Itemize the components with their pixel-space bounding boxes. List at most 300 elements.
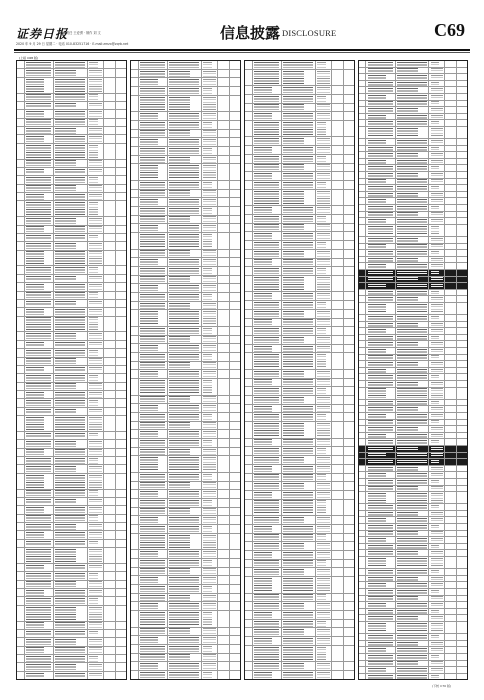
- table-cell: [116, 168, 126, 175]
- table-cell: [316, 568, 332, 576]
- table-cell: [88, 61, 104, 68]
- table-cell: [445, 459, 457, 465]
- table-cell: [168, 181, 202, 189]
- table-cell: [396, 290, 429, 296]
- table-cell: [139, 353, 168, 361]
- table-cell: [282, 568, 316, 576]
- table-row: [131, 422, 240, 431]
- table-cell: [116, 226, 126, 233]
- table-cell: [396, 674, 429, 680]
- table-column-4: [358, 60, 468, 680]
- table-cell: [282, 215, 316, 223]
- table-cell: [25, 317, 54, 332]
- table-cell: [104, 630, 116, 637]
- table-cell: [332, 353, 344, 368]
- table-cell: [116, 399, 126, 406]
- cell-text: [283, 543, 304, 549]
- cell-text: [26, 218, 51, 224]
- table-cell: [429, 244, 445, 250]
- cell-text: [89, 647, 101, 653]
- table-cell: [88, 597, 104, 604]
- table-cell: [316, 301, 332, 309]
- cell-text: [26, 607, 51, 620]
- table-cell: [344, 95, 354, 103]
- table-cell: [168, 662, 202, 670]
- table-cell: [396, 225, 429, 236]
- cell-text: [431, 226, 440, 236]
- table-cell: [245, 86, 253, 94]
- table-cell: [202, 87, 218, 95]
- table-cell: [366, 413, 395, 419]
- table-cell: [332, 241, 344, 249]
- cell-text: [317, 122, 326, 136]
- cell-text: [368, 147, 393, 151]
- table-cell: [54, 432, 88, 439]
- table-cell: [104, 193, 116, 200]
- cell-text: [203, 663, 215, 669]
- table-cell: [168, 413, 202, 421]
- cell-text: [89, 622, 101, 628]
- table-cell: [366, 537, 395, 543]
- table-cell: [396, 388, 429, 399]
- cell-text: [317, 414, 326, 420]
- table-cell: [230, 70, 240, 78]
- cell-text: [317, 439, 329, 445]
- table-cell: [457, 615, 467, 621]
- cell-text: [368, 160, 386, 164]
- cell-text: [317, 526, 329, 532]
- cell-text: [203, 474, 212, 480]
- cell-text: [169, 612, 199, 626]
- cell-text: [26, 507, 44, 513]
- table-cell: [332, 215, 344, 223]
- table-cell: [429, 172, 445, 178]
- table-cell: [25, 622, 54, 629]
- table-row: [245, 379, 354, 388]
- cell-text: [317, 251, 329, 257]
- table-cell: [457, 609, 467, 615]
- cell-text: [26, 590, 44, 596]
- cell-text: [203, 79, 215, 85]
- table-cell: [202, 216, 218, 224]
- table-cell: [88, 341, 104, 348]
- cell-text: [169, 491, 199, 497]
- section-title: 信息披露: [220, 24, 281, 42]
- table-cell: [282, 542, 316, 550]
- table-cell: [218, 379, 230, 394]
- cell-text: [89, 607, 101, 620]
- table-cell: [344, 577, 354, 592]
- table-cell: [445, 179, 457, 185]
- table-row: [245, 594, 354, 603]
- cell-text: [431, 160, 443, 164]
- cell-text: [26, 433, 51, 439]
- table-row: [17, 110, 126, 118]
- table-cell: [218, 508, 230, 516]
- table-cell: [253, 301, 282, 309]
- table-cell: [359, 244, 366, 250]
- cell-text: [89, 70, 101, 76]
- table-cell: [168, 258, 202, 266]
- table-cell: [359, 218, 366, 224]
- table-cell: [131, 258, 139, 266]
- table-cell: [245, 474, 253, 482]
- table-cell: [88, 391, 104, 398]
- cell-text: [254, 328, 279, 334]
- table-cell: [316, 112, 332, 120]
- cell-text: [254, 543, 279, 549]
- table-cell: [218, 473, 230, 481]
- cell-text: [169, 190, 190, 196]
- table-cell: [245, 439, 253, 447]
- cell-text: [431, 186, 440, 190]
- table-cell: [54, 606, 88, 621]
- table-row: [245, 370, 354, 379]
- table-row: [17, 251, 126, 267]
- cell-text: [397, 473, 426, 477]
- table-cell: [359, 674, 366, 680]
- table-row: [17, 523, 126, 531]
- cell-text: [140, 165, 158, 179]
- table-cell: [25, 638, 54, 645]
- cell-text: [26, 276, 51, 282]
- table-cell: [366, 492, 395, 503]
- table-cell: [88, 572, 104, 579]
- table-cell: [88, 440, 104, 447]
- table-cell: [230, 250, 240, 258]
- table-cell: [25, 332, 54, 339]
- edition-note: 责任 王爱勇 · 制作 刘 文: [66, 31, 101, 35]
- cell-text: [397, 128, 418, 138]
- cell-text: [254, 173, 272, 179]
- cell-text: [431, 525, 440, 529]
- table-cell: [253, 405, 282, 413]
- cell-text: [254, 138, 279, 144]
- table-cell: [168, 602, 202, 610]
- table-cell: [316, 500, 332, 515]
- cell-text: [283, 500, 313, 514]
- cell-text: [431, 538, 443, 542]
- cell-text: [368, 369, 386, 373]
- table-cell: [359, 172, 366, 178]
- table-cell: [332, 155, 344, 163]
- table-row: [17, 399, 126, 407]
- disclosure-table-area: [16, 60, 468, 680]
- table-cell: [17, 515, 25, 522]
- cell-text: [140, 449, 165, 455]
- table-cell: [230, 267, 240, 275]
- cell-text: [203, 482, 215, 488]
- table-cell: [366, 453, 395, 459]
- table-cell: [104, 374, 116, 381]
- table-cell: [253, 662, 282, 670]
- table-cell: [131, 422, 139, 430]
- cell-text: [431, 316, 440, 320]
- cell-text: [397, 115, 426, 119]
- cell-text: [283, 663, 304, 669]
- table-row: [245, 267, 354, 276]
- table-cell: [17, 630, 25, 637]
- table-cell: [316, 319, 332, 327]
- table-cell: [457, 277, 467, 283]
- cell-text: [89, 160, 101, 166]
- table-cell: [445, 87, 457, 93]
- table-cell: [230, 233, 240, 248]
- table-cell: [253, 353, 282, 368]
- table-cell: [445, 400, 457, 406]
- table-cell: [230, 379, 240, 394]
- table-cell: [131, 379, 139, 394]
- table-cell: [139, 508, 168, 516]
- cell-text: [89, 673, 101, 679]
- cell-text: [254, 62, 279, 68]
- table-cell: [457, 205, 467, 211]
- table-cell: [88, 589, 104, 596]
- table-cell: [332, 95, 344, 103]
- table-cell: [139, 327, 168, 335]
- table-cell: [245, 327, 253, 335]
- cell-text: [283, 319, 313, 325]
- table-cell: [429, 341, 445, 347]
- table-cell: [168, 645, 202, 653]
- cell-text: [368, 108, 393, 112]
- table-cell: [230, 370, 240, 378]
- table-cell: [445, 237, 457, 243]
- table-cell: [366, 212, 395, 218]
- table-cell: [88, 638, 104, 645]
- table-cell: [168, 430, 202, 438]
- table-cell: [17, 622, 25, 629]
- table-cell: [54, 119, 88, 126]
- table-cell: [104, 358, 116, 365]
- table-cell: [230, 156, 240, 164]
- cell-text: [368, 128, 393, 138]
- cell-text: [169, 577, 199, 583]
- table-cell: [316, 327, 332, 335]
- cell-text: [397, 160, 426, 164]
- table-row: [359, 152, 467, 159]
- table-cell: [282, 155, 316, 163]
- cell-text: [317, 164, 329, 170]
- table-cell: [218, 499, 230, 507]
- cell-text: [368, 603, 386, 607]
- table-cell: [168, 190, 202, 198]
- table-cell: [429, 654, 445, 660]
- cell-text: [254, 492, 272, 498]
- table-row: [359, 198, 467, 205]
- cell-text: [397, 349, 426, 353]
- table-cell: [445, 576, 457, 582]
- cell-text: [55, 309, 85, 315]
- cell-text: [89, 333, 101, 339]
- table-cell: [396, 486, 429, 492]
- table-cell: [104, 119, 116, 126]
- table-row: [131, 70, 240, 79]
- table-cell: [396, 120, 429, 126]
- table-cell: [316, 594, 332, 602]
- table-cell: [54, 374, 88, 381]
- table-cell: [139, 207, 168, 215]
- table-cell: [359, 388, 366, 399]
- table-cell: [457, 127, 467, 138]
- table-cell: [17, 490, 25, 497]
- table-cell: [54, 383, 88, 390]
- table-cell: [25, 457, 54, 464]
- table-cell: [396, 192, 429, 198]
- table-cell: [168, 628, 202, 636]
- cell-text: [317, 216, 326, 222]
- cell-text: [140, 148, 165, 154]
- cell-text: [368, 623, 386, 633]
- table-cell: [396, 348, 429, 354]
- cell-text: [431, 323, 443, 327]
- table-cell: [445, 127, 457, 138]
- table-cell: [445, 212, 457, 218]
- cell-text: [317, 328, 326, 334]
- table-cell: [457, 400, 467, 406]
- table-cell: [429, 674, 445, 680]
- table-cell: [17, 606, 25, 621]
- cell-text: [317, 337, 329, 343]
- table-cell: [25, 242, 54, 249]
- table-row: [131, 207, 240, 216]
- table-cell: [316, 671, 332, 679]
- table-cell: [366, 641, 395, 647]
- table-cell: [253, 646, 282, 661]
- table-row: [359, 322, 467, 329]
- table-cell: [202, 284, 218, 292]
- table-cell: [396, 296, 429, 302]
- table-cell: [54, 300, 88, 307]
- table-cell: [445, 303, 457, 314]
- table-cell: [245, 542, 253, 550]
- table-cell: [218, 550, 230, 558]
- table-cell: [445, 466, 457, 472]
- table-cell: [131, 654, 139, 662]
- cell-text: [283, 423, 304, 437]
- table-cell: [316, 104, 332, 112]
- table-cell: [25, 217, 54, 224]
- cell-text: [203, 148, 212, 154]
- cell-text: [368, 558, 386, 568]
- table-cell: [168, 559, 202, 567]
- table-cell: [332, 345, 344, 353]
- table-row: [17, 498, 126, 506]
- table-cell: [344, 447, 354, 455]
- cell-text: [368, 304, 386, 314]
- table-cell: [396, 198, 429, 204]
- table-cell: [359, 237, 366, 243]
- table-cell: [445, 152, 457, 158]
- table-cell: [445, 101, 457, 107]
- table-cell: [429, 361, 445, 367]
- table-cell: [131, 250, 139, 258]
- table-row: [245, 413, 354, 422]
- cell-text: [169, 354, 199, 360]
- table-row: [245, 534, 354, 543]
- table-cell: [104, 465, 116, 472]
- table-cell: [445, 277, 457, 283]
- table-cell: [396, 569, 429, 575]
- table-cell: [429, 615, 445, 621]
- cell-text: [203, 595, 215, 601]
- table-cell: [168, 87, 202, 95]
- table-cell: [131, 78, 139, 86]
- table-cell: [104, 234, 116, 241]
- cell-text: [89, 524, 101, 530]
- table-cell: [17, 242, 25, 249]
- cell-text: [368, 414, 386, 418]
- cell-text: [55, 251, 85, 264]
- cell-text: [368, 251, 393, 255]
- table-cell: [25, 94, 54, 101]
- table-cell: [25, 193, 54, 200]
- table-cell: [218, 327, 230, 335]
- table-cell: [139, 147, 168, 155]
- table-cell: [282, 482, 316, 490]
- table-cell: [54, 234, 88, 241]
- table-cell: [25, 119, 54, 126]
- cell-text: [283, 164, 304, 170]
- cell-text: [89, 631, 98, 637]
- cell-text: [397, 668, 426, 672]
- table-cell: [344, 525, 354, 533]
- table-row: [17, 135, 126, 143]
- table-row: [131, 473, 240, 482]
- table-cell: [457, 263, 467, 269]
- table-cell: [116, 647, 126, 654]
- table-cell: [25, 251, 54, 266]
- table-cell: [445, 139, 457, 145]
- table-cell: [429, 466, 445, 472]
- table-cell: [54, 630, 88, 637]
- table-row: [359, 466, 467, 473]
- table-cell: [359, 576, 366, 582]
- table-cell: [139, 310, 168, 325]
- cell-text: [26, 656, 51, 662]
- cell-text: [317, 483, 329, 489]
- table-cell: [253, 560, 282, 568]
- cell-text: [368, 153, 393, 157]
- cell-text: [169, 345, 199, 351]
- table-cell: [366, 152, 395, 158]
- cell-text: [317, 62, 326, 68]
- table-cell: [168, 568, 202, 576]
- table-cell: [139, 190, 168, 198]
- cell-text: [26, 309, 44, 315]
- cell-text: [368, 336, 393, 340]
- cell-text: [140, 551, 158, 557]
- cell-text: [254, 594, 279, 600]
- table-cell: [359, 74, 366, 80]
- table-row: [17, 283, 126, 291]
- cell-text: [89, 128, 101, 134]
- table-cell: [88, 185, 104, 192]
- cell-text: [317, 569, 329, 575]
- cell-text: [397, 238, 418, 242]
- table-cell: [359, 479, 366, 485]
- table-cell: [88, 94, 104, 101]
- table-cell: [366, 368, 395, 374]
- table-row: [131, 662, 240, 671]
- cell-text: [169, 560, 199, 566]
- table-cell: [445, 479, 457, 485]
- table-cell: [104, 61, 116, 68]
- table-cell: [139, 78, 168, 86]
- table-cell: [202, 379, 218, 394]
- table-cell: [104, 366, 116, 373]
- table-cell: [429, 426, 445, 432]
